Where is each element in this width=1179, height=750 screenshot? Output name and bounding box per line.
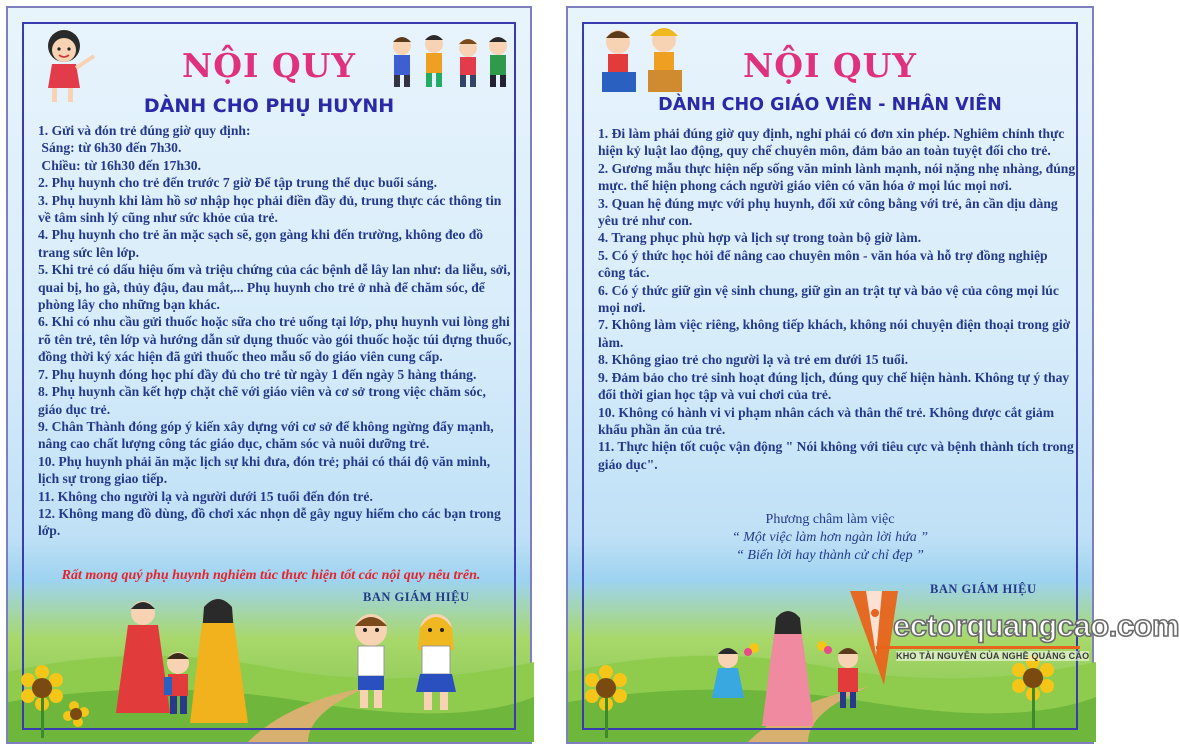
sunflower-icon [12, 658, 92, 738]
rule-item: 3. Quan hệ đúng mực với phụ huynh, đối xử công bằng với trẻ, ân cần dịu dàng yêu trẻ như con. [598, 195, 1058, 229]
signature: BAN GIÁM HIỆU [930, 582, 1037, 596]
rule-item: 4. Phụ huynh cho trẻ ăn mặc sạch sẽ, gọn gàng khi đến trường, không đeo đồ trang sức lên lớp. [38, 227, 484, 260]
motto-line: “ Một việc làm hơn ngàn lời hứa ” [731, 530, 928, 545]
watermark-accent-bar [876, 646, 1080, 649]
rule-item: 3. Phụ huynh khi làm hồ sơ nhập học phải điền đầy đủ, trung thực các thông tin về tâm sinh lý cũng như sức khỏe của trẻ. [38, 192, 502, 226]
watermark-brand: ectorquangcao.com [893, 608, 1179, 643]
mother-child-illustration [98, 593, 268, 733]
rule-item: 10. Không có hành vi vi phạm nhân cách và thân thể trẻ. Không được cắt giảm khẩu phần ăn của trẻ. [598, 404, 1055, 437]
rule-item: 1. Gửi và đón trẻ đúng giờ quy định: [38, 123, 251, 138]
rule-item: 6. Có ý thức giữ gìn vệ sinh chung, giữ gìn an trật tự và bảo vệ của công mọi lúc mọi nơi. [598, 282, 1059, 316]
rule-item: 9. Đảm bảo cho trẻ sinh hoạt đúng lịch, đúng quy chế hiện hành. Không tự ý thay đổi thời gian học tập và vui chơi của trẻ. [598, 369, 1070, 403]
poster-title: NỘI QUY [743, 46, 917, 85]
rule-item: 7. Phụ huynh đóng học phí đầy đủ cho trẻ từ ngày 1 đến ngày 5 hàng tháng. [38, 366, 477, 382]
closing-note: Rất mong quý phụ huynh nghiêm túc thực hiện tốt các nội quy nêu trên. [61, 568, 481, 583]
rule-item: 1. Đi làm phải đúng giờ quy định, nghỉ phải có đơn xin phép. Nghiêm chỉnh thực hiện kỷ luật lao động, quy chế chuyên môn, đảm bảo an toàn tuyệt đối cho trẻ. [598, 126, 1065, 159]
rule-item: 12. Không mang đồ dùng, đồ chơi xác nhọn dễ gây nguy hiểm cho các bạn trong lớp. [38, 505, 501, 539]
motto-title: Phương châm làm việc [765, 512, 895, 527]
rule-item: 8. Không giao trẻ cho người lạ và trẻ em dưới 15 tuổi. [598, 352, 909, 368]
motto-line: “ Biến lời hay thành cử chỉ đẹp ” [736, 548, 924, 563]
parents-rules-poster [6, 6, 532, 744]
poster-subtitle: DÀNH CHO PHỤ HUYNH [143, 95, 395, 117]
poster-title: NỘI QUY [182, 46, 356, 85]
rule-item: 7. Không làm việc riêng, không tiếp khách, không nói chuyện điện thoại trong giờ làm. [598, 317, 1071, 350]
rule-item: Sáng: từ 6h30 đến 7h30. [38, 140, 182, 156]
rule-item: 9. Chân Thành đóng góp ý kiến xây dựng với cơ sở để không ngừng đẩy mạnh, nâng cao chất lượng công tác giáo dục, chăm sóc và nuôi dưỡng trẻ. [38, 418, 494, 452]
rule-item: 2. Gương mẫu thực hiện nếp sống văn minh lành mạnh, nói nặng nhẹ nhàng, đúng mực. thể hiện phong cách người giáo viên có văn hóa ở mọi lúc mọi nơi. [598, 160, 1076, 194]
schoolkids-illustration [336, 608, 476, 718]
signature: BAN GIÁM HIỆU [363, 590, 470, 604]
poster-subtitle: DÀNH CHO GIÁO VIÊN - NHÂN VIÊN [658, 95, 1002, 115]
rules-list [38, 122, 512, 540]
rule-item: 8. Phụ huynh cần kết hợp chặt chẽ với giáo viên và cơ sở trong việc chăm sóc, giáo dục trẻ. [38, 384, 486, 417]
watermark-tagline: KHO TÀI NGUYÊN CỦA NGHỀ QUẢNG CÁO [896, 651, 1090, 661]
rule-item: 6. Khi có nhu cầu gửi thuốc hoặc sữa cho trẻ uống tại lớp, phụ huynh vui lòng ghi rõ tên trẻ, tên lớp và hướng dẫn sử dụng thuốc vào gói thuốc hoặc túi đựng thuốc, đồng thời ký xác hiện đã gửi thuốc theo mẫu sổ do giáo viên cung cấp. [38, 314, 512, 365]
rule-item: 10. Phụ huynh phải ăn mặc lịch sự khi đưa, đón trẻ; phải có thái độ văn minh, lịch sự trong giao tiếp. [38, 453, 491, 487]
rule-item: 5. Khi trẻ có dấu hiệu ốm và triệu chứng của các bệnh dễ lây lan như: da liễu, sởi, quai bị, ho gà, thủy đậu, đau mắt,... Phụ huynh cho trẻ ở nhà để chăm sóc, để phòng lây cho những bạn khác. [38, 262, 511, 313]
rule-item: 5. Có ý thức học hỏi để nâng cao chuyên môn - văn hóa và hỗ trợ đồng nghiệp công tác. [598, 247, 1048, 281]
sunflower-icon [576, 658, 656, 738]
rule-item: Chiều: từ 16h30 đến 17h30. [38, 157, 201, 173]
rule-item: 11. Không cho người lạ và người dưới 15 tuổi đến đón trẻ. [38, 488, 373, 504]
rules-list [598, 125, 1076, 473]
rule-item: 4. Trang phục phù hợp và lịch sự trong toàn bộ giờ làm. [598, 230, 922, 246]
rule-item: 2. Phụ huynh cho trẻ đến trước 7 giờ Để tập trung thể dục buổi sáng. [38, 175, 437, 191]
rule-item: 11. Thực hiện tốt cuộc vận động " Nói không với tiêu cực và bệnh thành tích trong giáo dục". [598, 439, 1074, 472]
